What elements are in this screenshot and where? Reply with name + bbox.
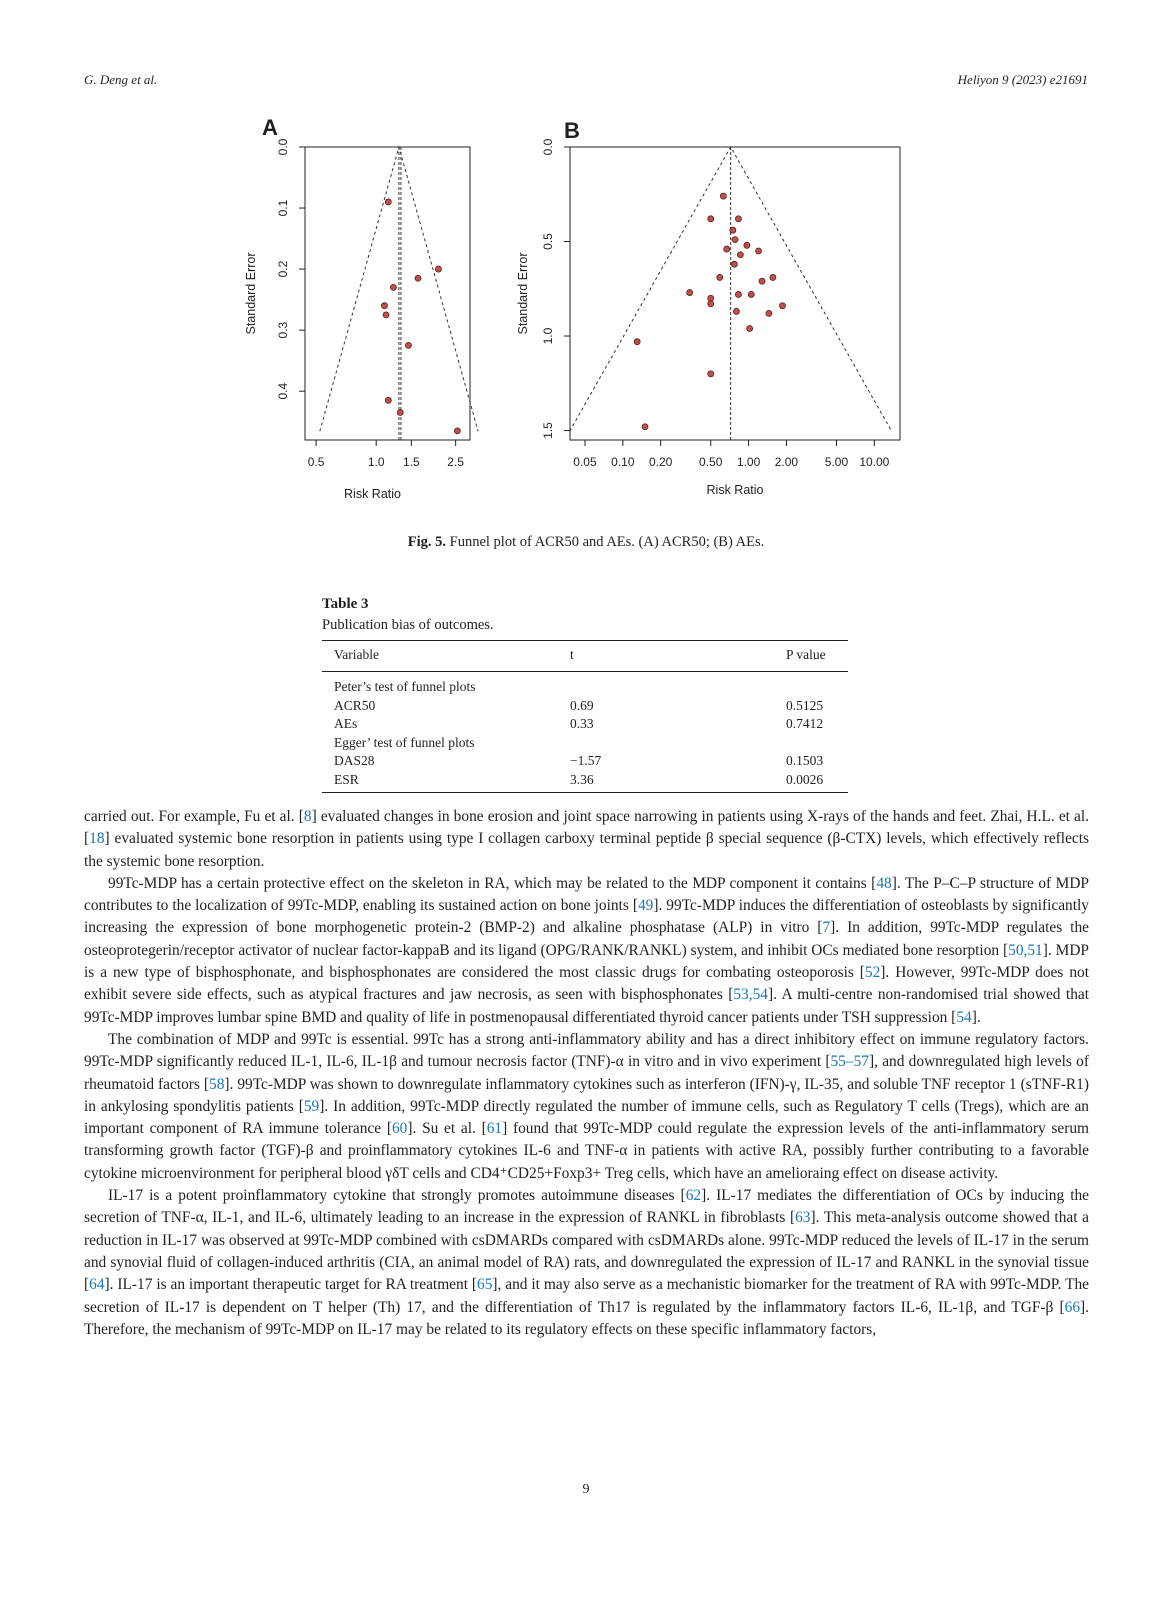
table-row: [322, 752, 848, 771]
table-cell-p-value: [786, 672, 848, 697]
x-tick-label: 0.5: [307, 455, 325, 469]
y-tick-label: 0.0: [276, 138, 290, 156]
y-axis-label: Standard Error: [516, 252, 530, 335]
body-text-run: ]. IL-17 is an important therapeutic target for RA treatment [: [104, 1276, 478, 1294]
body-text-run: ]. 99Tc-MDP was shown to downregulate inflammatory cytokines such as interferon (IFN)-γ, IL-35, and soluble TNF receptor 1 (sTNF-R1) in ankylosing spondylitis patients [: [84, 1075, 1089, 1115]
table-cell-t: 3.36: [570, 771, 786, 793]
citation-link[interactable]: 55–57: [830, 1053, 869, 1071]
table-cell-variable: ACR50: [334, 697, 376, 713]
x-axis-label: Risk Ratio: [706, 483, 764, 497]
study-point: [385, 199, 391, 205]
citation-link[interactable]: 62: [685, 1187, 702, 1205]
body-text-run: ]. In addition, 99Tc-MDP directly regulated the number of immune cells, such as Regulatory T cells (Tregs), which are an important component of RA immune tolerance [: [84, 1097, 1090, 1138]
body-text-run: ]. However, 99Tc-MDP does not exhibit severe side effects, such as atypical fractures and jaw necrosis, as seen with bisphosphonates [: [84, 964, 1089, 1004]
citation-link[interactable]: 54: [956, 1008, 972, 1026]
citation-link[interactable]: 52: [864, 964, 881, 982]
study-point: [383, 312, 389, 318]
citation-link[interactable]: 64: [89, 1276, 105, 1294]
figure-caption: [0, 534, 1172, 551]
running-head-authors: G. Deng et al.: [84, 72, 158, 87]
table-cell-variable: ESR: [322, 771, 570, 793]
body-text-run: ]. In addition, 99Tc-MDP regulates the osteoprotegerin/receptor activator of nuclear factor-kappaB and its ligand (OPG/RANK/RANKL) system, and inhibit OCs mediated bone resorption [: [84, 919, 1089, 959]
plot-frame: [570, 147, 900, 440]
citation-link[interactable]: 8: [303, 808, 312, 825]
column-header-t: t: [570, 641, 786, 672]
citation-link[interactable]: 53,54: [733, 986, 768, 1004]
body-text-run: ]. IL-17 mediates the differentiation of OCs by inducing the secretion of TNF-α, IL-1, and IL-6, ultimately leading to an increase in the expression of RANKL in fibroblasts [: [84, 1187, 1089, 1227]
study-point: [737, 252, 743, 258]
study-point: [390, 284, 396, 290]
study-point: [385, 397, 391, 403]
citation-link[interactable]: 65: [477, 1276, 493, 1294]
body-paragraph: [84, 873, 1089, 1029]
table-row: [322, 715, 848, 734]
figure-caption-label: Fig. 5.: [407, 534, 447, 550]
body-text-run: ]. MDP is a new type of bisphosphonate, and bisphosphonates are considered the most classic drugs for combating osteoporosis [: [84, 941, 1089, 982]
study-point: [634, 339, 640, 345]
x-tick-label: 2.00: [774, 455, 799, 469]
funnel-plot-figure: [0, 0, 1172, 530]
table-cell-variable: AEs: [334, 716, 358, 731]
body-text-run: ], and it may also serve as a mechanistic biomarker for the treatment of RA with 99Tc-MDP. The secretion of IL-17 is dependent on T helper (Th) 17, and the differentiation of Th17 is regulated by the inflammatory factors IL-6, IL-1β, and TGF-β [: [84, 1276, 1089, 1316]
table-title: Table 3: [322, 596, 369, 612]
table-cell-t: [570, 672, 786, 697]
study-point: [770, 274, 776, 280]
body-text-run: ]. Su et al. [: [407, 1120, 487, 1138]
table-cell-t: [570, 734, 786, 753]
study-point: [735, 216, 741, 222]
study-point: [687, 290, 693, 296]
body-text-run: ] evaluated systemic bone resorption in patients using type I collagen carboxy terminal peptide β special sequence (β-CTX) levels, which effectively reflects the systemic bone resorption.: [84, 830, 1089, 870]
study-point: [732, 237, 738, 243]
study-point: [708, 371, 714, 377]
study-point: [731, 261, 737, 267]
body-text-run: carried out. For example, Fu et al. [: [84, 808, 304, 825]
table-cell-p-value: 0.5125: [786, 697, 824, 713]
y-axis-label: Standard Error: [244, 252, 258, 335]
body-text-run: The combination of MDP and 99Tc is essential. 99Tc has a strong anti-inflammatory ability and has a direct inhibitory effect on immune regulatory factors. 99Tc-MDP significantly reduced IL-1, IL-6, IL-1β and tumour necrosis factor (TNF)-α in vitro and in vivo experiment [: [84, 1030, 1089, 1071]
y-tick-label: 0.4: [276, 382, 290, 400]
study-point: [756, 248, 762, 254]
x-tick-label: 5.00: [824, 455, 849, 469]
table-cell-t: 0.33: [570, 716, 594, 731]
study-point: [708, 216, 714, 222]
body-text-run: 99Tc-MDP has a certain protective effect on the skeleton in RA, which may be related to the MDP component it contains [: [108, 874, 877, 892]
x-tick-label: 1.00: [736, 455, 761, 469]
y-tick-label: 1.5: [541, 422, 555, 439]
study-point: [397, 410, 403, 416]
table-cell-p-value: 0.1503: [786, 753, 824, 768]
citation-link[interactable]: 59: [303, 1097, 320, 1115]
table-cell-variable: Peter’s test of funnel plots: [334, 679, 476, 694]
x-tick-label: 0.10: [611, 455, 635, 469]
table-cell-p-value: [786, 734, 848, 753]
x-tick-label: 0.20: [649, 455, 673, 469]
study-point: [735, 291, 741, 297]
study-point: [747, 325, 753, 331]
citation-link[interactable]: 66: [1064, 1298, 1081, 1316]
table-row: [322, 734, 848, 753]
y-tick-label: 0.5: [541, 233, 555, 250]
body-paragraph: [84, 806, 1089, 873]
x-tick-label: 1.5: [403, 455, 420, 469]
table-cell-variable: DAS28: [334, 753, 375, 768]
column-header-p-value: P value: [786, 641, 848, 672]
y-tick-label: 0.0: [541, 138, 555, 156]
y-tick-label: 0.2: [276, 260, 290, 278]
figure-caption-text: Funnel plot of ACR50 and AEs. (A) ACR50; (B) AEs.: [449, 534, 765, 550]
citation-link[interactable]: 48: [876, 874, 892, 892]
body-text-run: ]. The P–C–P structure of MDP contributes to the localization of 99Tc-MDP, enabling its sustained action on bone joints [: [84, 874, 1089, 915]
citation-link[interactable]: 18: [89, 830, 105, 848]
study-point: [748, 291, 754, 297]
study-point: [724, 246, 730, 252]
study-point: [381, 303, 387, 309]
y-tick-label: 0.3: [276, 321, 290, 339]
body-text-run: ], and downregulated high levels of rheumatoid factors [: [84, 1053, 1089, 1093]
citation-link[interactable]: 63: [795, 1209, 811, 1227]
study-point: [744, 242, 750, 248]
citation-link[interactable]: 49: [637, 897, 654, 915]
body-text: [84, 806, 1089, 1341]
table-row: [322, 697, 848, 716]
body-text-run: ].: [971, 1008, 981, 1026]
body-text-run: ]. Therefore, the mechanism of 99Tc-MDP on IL-17 may be related to its regulatory effects on these specific inflammatory factors,: [84, 1298, 1089, 1338]
study-point: [717, 274, 723, 280]
body-text-run: ] evaluated changes in bone erosion and joint space narrowing in patients using X-rays of the hands and feet. Zhai, H.L. et al. [: [84, 808, 1089, 848]
table-cell-p-value: 0.7412: [786, 716, 824, 731]
study-point: [708, 301, 714, 307]
citation-link[interactable]: 61: [486, 1120, 503, 1138]
body-text-run: ]. 99Tc-MDP induces the differentiation of osteoblasts by significantly increasing the expression of bone morphogenetic protein-2 (BMP-2) and alkaline phosphatase (ALP) in vitro [: [84, 897, 1089, 937]
x-tick-label: 1.0: [367, 455, 385, 469]
panel-label: A: [262, 115, 278, 140]
body-text-run: ]. A multi-centre non-randomised trial showed that 99Tc-MDP improves lumbar spine BMD and quality of life in postmenopausal differentiated thyroid cancer patients under TSH suppression [: [84, 986, 1089, 1026]
study-point: [779, 303, 785, 309]
publication-bias-table: [322, 640, 848, 793]
table-cell-variable: Egger’ test of funnel plots: [334, 734, 475, 750]
x-tick-label: 10.00: [859, 455, 890, 469]
study-point: [720, 193, 726, 199]
study-point: [642, 424, 648, 430]
body-text-run: IL-17 is a potent proinflammatory cytokine that strongly promotes autoimmune diseases [: [108, 1187, 686, 1205]
study-point: [766, 310, 772, 316]
study-point: [733, 308, 739, 314]
y-tick-label: 1.0: [541, 327, 555, 345]
study-point: [730, 227, 736, 233]
study-point: [708, 295, 714, 301]
table-cell-t: −1.57: [570, 753, 602, 768]
running-head-journal: Heliyon 9 (2023) e21691: [957, 72, 1088, 87]
study-point: [454, 428, 460, 434]
x-tick-label: 0.05: [573, 455, 597, 469]
funnel-plot-panel: [244, 115, 478, 501]
table-cell-p-value: 0.0026: [786, 771, 848, 793]
study-point: [759, 278, 765, 284]
body-text-run: ]. This meta-analysis outcome showed that a reduction in IL-17 was observed at 99Tc-MDP combined with csDMARDs compared with csDMARDs alone. 99Tc-MDP reduced the levels of IL-17 in the serum and synovial fluid of collagen-induced arthritis (CIA, an animal model of RA) rats, and downregulated the expression of IL-17 and RANKL in the synovial tissue [: [84, 1209, 1089, 1294]
table-row: [322, 672, 848, 697]
table-header-row: [322, 641, 848, 672]
citation-link[interactable]: 50,51: [1008, 941, 1043, 959]
funnel-plot-panel: [516, 118, 900, 497]
body-paragraph: [84, 1185, 1089, 1341]
x-tick-label: 2.5: [447, 455, 464, 469]
citation-link[interactable]: 58: [209, 1075, 225, 1093]
panel-label: B: [564, 118, 580, 143]
citation-link[interactable]: 7: [822, 919, 831, 937]
table-3: [322, 596, 848, 793]
study-point: [405, 342, 411, 348]
table-cell-t: 0.69: [570, 697, 594, 713]
body-paragraph: [84, 1029, 1089, 1185]
x-tick-label: 0.50: [699, 455, 723, 469]
table-subtitle: Publication bias of outcomes.: [322, 617, 494, 633]
y-tick-label: 0.1: [276, 199, 290, 217]
citation-link[interactable]: 60: [391, 1120, 408, 1138]
body-text-run: ] found that 99Tc-MDP could regulate the expression levels of the anti-inflammatory serum transforming growth factor (TGF)-β and proinflammatory cytokines IL-6 and TNF-α in patients with active RA, possibly further contributing to a favorable cytokine microenvironment for peripheral blood γδT cells and CD4⁺CD25+Foxp3+ Treg cells, which have an amelioraing effect on disease activity.: [84, 1120, 1090, 1182]
page-number: 9: [582, 1482, 590, 1497]
study-point: [415, 275, 421, 281]
study-point: [435, 266, 441, 272]
table-row: [322, 771, 848, 793]
x-axis-label: Risk Ratio: [344, 487, 401, 501]
column-header-variable: Variable: [322, 641, 570, 672]
